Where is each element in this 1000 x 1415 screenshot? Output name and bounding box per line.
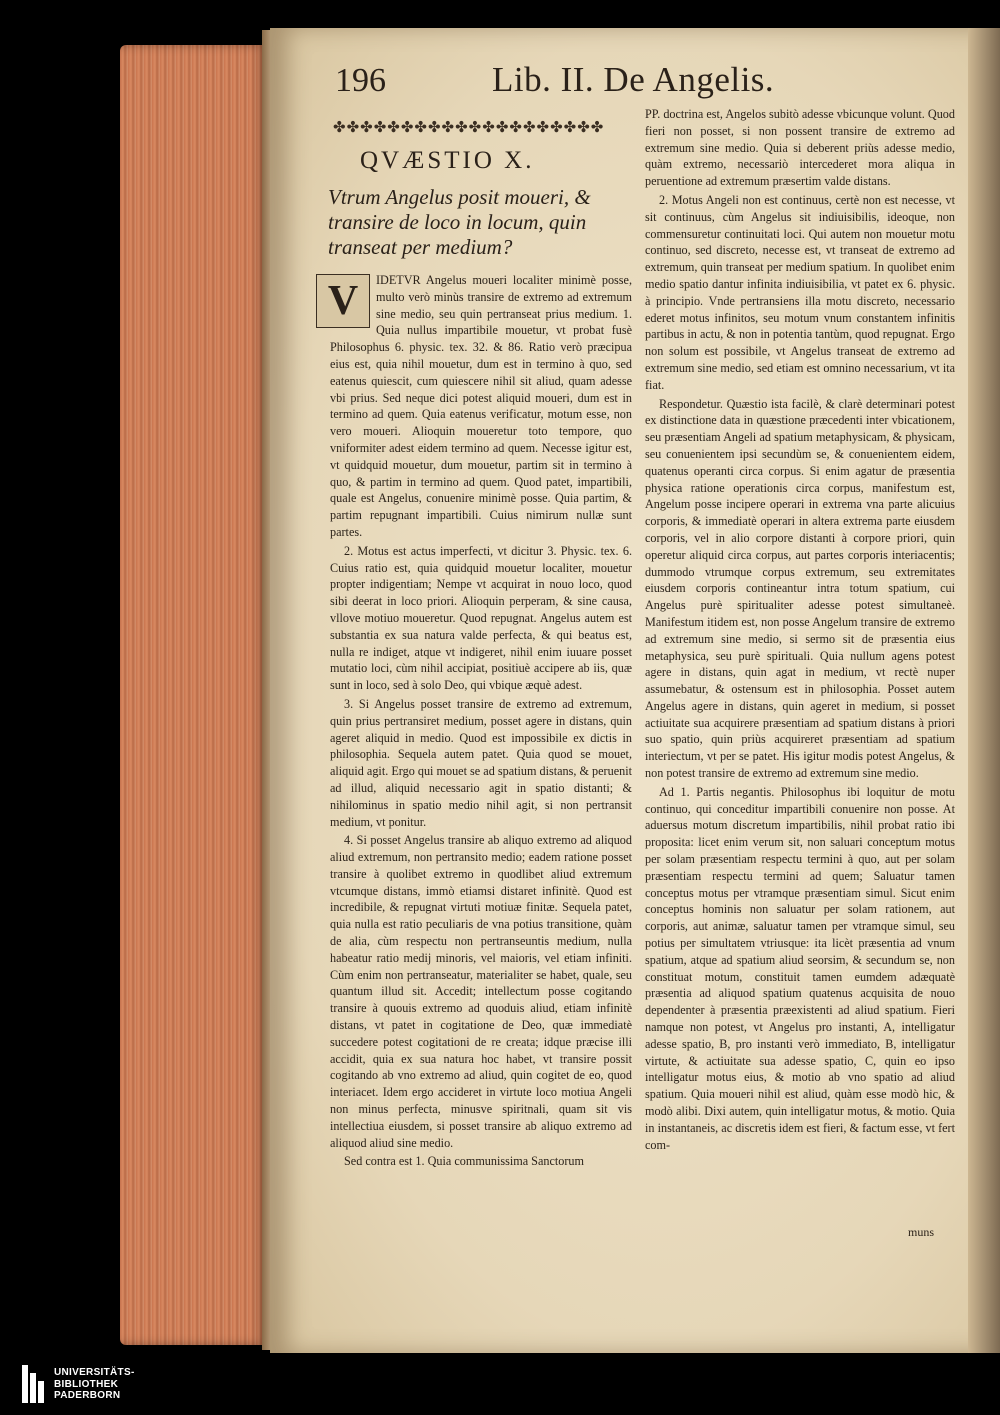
question-title: QVÆSTIO X. — [360, 147, 535, 174]
paragraph: IDETVR Angelus moueri localiter minimè posse, multo verò minùs transire de extremo ad extremum sine medio, seu quin pertranseat prius medium. 1. Quia nullus impartibile mouetur, vt probat fusè Philosophus 6. physic. tex. 32. & 86. Ratio verò præcipua eius est, quia nihil mouetur, dum est in termino à quo, sed eatenus quiescit, cum quiescere nihil sit aliud, quam adesse vbi prius. Sed neque dici potest aliquid moueri, dum est in termino ad quem. Quia eatenus verificatur, motum esse, non vero moueri. Alioquin moueretur toto tempore, quo vniformiter adest eidem termino ad quem. Necesse igitur est, vt quidquid mouetur, dum mouetur, partim sit in termino à quo, & partim in termino ad quem. Quod patet, impartibili, quale est Angelus, conuenire minimè posse. Quia partim, & partim repugnant impartibili. Cuius nimirum nullæ sunt partes. — [330, 273, 632, 539]
question-subtitle: Vtrum Angelus posit moueri, & transire de loco in locum, quin transeat per medium? — [328, 185, 591, 259]
paragraph: Respondetur. Quæstio ista facilè, & clarè determinari potest ex distinctione data in quæstione præcedenti inter vbicationem, seu præsentiam Angeli ad spatium metaphysicam, & physicam, seu conuenientem ipsi secundùm se, & conuenientem eidem, quatenus operanti circa corpus. Si enim agatur de præsentia physica ratione operationis circa corpus, manifestum est, Angelum posse incipere operari in extrema vna parte alicuius corporis, & immediatè operari in altera extrema parte eiusdem corporis, vel in alio corpore distanti à corpore priori, quin operetur aliquid circa corpus, aut partes corporis interiacentis; dummodo vtrumque corpus extremum, seu extremitates eiusdem corporis contineantur intra totum spatium, cui Angelus purè spiritualiter adesse potest simultaneè. Manifestum itidem est, non posse Angelum transire de extremo ad extremum sine medio, si sermo sit de præsentia eius metaphysica, seu purè spirituali. Quia nullum agens potest agere in distans, quin agat in medium, vt rectè nuper assumebatur, & ostensum est in philosophia. Posset autem Angelus agere in distans, quin ageret in medium, si posset actiuitate sua acquirere præsentiam ad spatium distans à priori suo spatio, quin priùs acquireret præsentiam ad spatium interiectum, vt per se patet. His igitur modis potest Angelus, & non potest transire de extremo ad extremum sine medio. — [645, 396, 955, 781]
paragraph: Sed contra est 1. Quia communissima Sanctorum — [344, 1154, 584, 1169]
page-edge-shadow — [968, 28, 1000, 1353]
book-fore-edge — [120, 45, 268, 1345]
ornament-band: ✤✤✤✤✤✤✤✤✤✤✤✤✤✤✤✤✤✤✤✤ — [333, 120, 605, 136]
paragraph: PP. doctrina est, Angelos subitò adesse vbicunque volunt. Quod fieri non posset, si non possent transire de extremo ad extremum sine medio. Quia si deberent priùs adesse medio, quàm extremo, necessariò intercederet mora aliqua in peruentione ad extremum præsertim valde distans. — [645, 107, 955, 189]
paragraph: Ad 1. Partis negantis. Philosophus ibi loquitur de motu continuo, qui conceditur impartibili conuenire non posse. At aduersus motum discretum impartibilis, nihil probat ratio ibi proposita: licet enim verum sit, non saluari conceptum motus per solam præsentiam respectu termini à quo, aut per solam præsentiam respectu termini ad quem; Saluatur tamen conceptus motus per vtramque præsentiam simul. Sicut enim conceptus hominis non saluatur per solam rationem, aut corporis, aut animæ, saluatur tamen per vtramque simul, seu potius per simultatem vtriusque: ita licèt præsentia ad vnum spatium, atque ad spatium aliud seorsim, & secundum se, non constituat motum, constituit tamen eumdem adæquatè præsentia ad aliquod spatium quatenus acquisita de nouo dependenter à præsentia præexistenti ad aliud spatium. Fieri namque non potest, vt Angelus pro instanti, A, intelligatur adesse spatio, B, pro instanti verò immediato, B, intelligatur virtute, & actiuitate sua adesse spatio, C, quin eo ipso intelligatur motus eius, & motio ab vno spatio ad aliud spatium. Quia moueri nihil est aliud, quàm esse modò hic, & modò alibi. Dixi autem, quin intelligatur motus, & motio. Quia in instantaneis, ac discretis idem est fieri, & factum esse, vt fert com- — [645, 784, 955, 1152]
paragraph: 3. Si Angelus posset transire de extremo ad extremum, quin prius pertransiret medium, posset agere in distans, quin ageret aliquid in medio. Quod est impossibile ex dictis in philosophia. Sequela autem patet. Quia quod se mouet, aliquid agit. Ergo qui mouet se ad spatium distans, & peruenit ad illud, aliquid necessario agit in spatio distanti; & nihilominus in spatio medio nihil agit, si non pertransit medium, vt ponitur. — [330, 696, 632, 829]
paragraph: 4. Si posset Angelus transire ab aliquo extremo ad aliquod aliud extremum, non pertransito medio; eadem ratione posset transire à quolibet extremo in quodlibet aliud extremum vtcumque distans, immò etiamsi distaret infinitè. Quod est incredibile, & repugnat virtuti motiuæ finitæ. Sequela patet, quia nulla est ratio peculiaris de vna potius transitione, quàm de alia, cùm respectu non pertranseuntis medium, nulla habeatur ratio medij minoris, vel maioris, vel etiam infiniti. Cùm enim non pertranseatur, materialiter se habet, quale, seu quantum illud sit. Accedit; intellectum posse cogitando transire à quouis extremo ad quoduis aliud, etiam infinitè distans, vt patet in cogitatione de Deo, quæ immediatè succedere potest cogitationi de re creata; idque præcise illi accidit, quia ex sua natura hoc habet, vt transire possit cogitando ab vno extremo ad aliud, quin cogitet de eo, quod interiacet. Idem ergo accideret in virtute loco motiua Angeli non minus perfecta, minusve spiritnali, quam sit vis intellectiua eiusdem, si posset transire ab aliquo extremo ad aliquod aliud sine medio. — [330, 833, 632, 1150]
page-number: 196 — [335, 62, 386, 99]
catchword: muns — [908, 1225, 935, 1239]
library-logo-text: UNIVERSITÄTS- BIBLIOTHEK PADERBORN — [54, 1367, 135, 1401]
paragraph: 2. Motus est actus imperfecti, vt dicitur 3. Physic. tex. 6. Cuius ratio est, quia quidquid mouetur localiter, mouetur propter indigentiam; Nempe vt acquirat in nouo loco, quod sibi deerat in loco priori. Alioquin perperam, & sine causa, vllove motiuo moueretur. Quod repugnat. Angelus autem est substantia ex sua natura valde perfecta, & qui beatus est, nulla re indiget, atque vt indigeret, nihil enim iuuare posset mutatio loci, cùm nihil accipiat, positiuè accipere ab iis, quæ sunt in loco, sed à solo Deo, qui vbique æquè adest. — [330, 543, 632, 693]
drop-cap: V — [316, 274, 370, 328]
library-logo-mark-icon — [22, 1365, 44, 1403]
left-text-column — [327, 272, 632, 1172]
paragraph: 2. Motus Angeli non est continuus, certè non est necesse, vt sit continuus, cùm Angelus sit indiuisibilis, ideoque, non commensuretur continuitati loci. Qui autem non mouetur motu continuo, sed discreto, necesse est, vt transeat de extremo ad extremum, quin transeat per medium spatium. In quolibet enim medio spatio dantur infinita indiuisibilia, vt patet ex 6. physic. à principio. Vnde pertransiens illa motu discreto, necessario ederet motus infinitos, seu motum vnum constantem infinitis partibus in actu, & non in potentia tantùm, quod repugnat. Ergo non solum est possibile, vt Angelus transeat de extremo ad extremum sine medio, sed etiam est omnino necessarium, vt ita fiat. — [645, 192, 955, 392]
running-title: Lib. II. De Angelis. — [492, 60, 775, 99]
library-logo — [22, 1365, 142, 1405]
right-text-column — [645, 106, 955, 1155]
